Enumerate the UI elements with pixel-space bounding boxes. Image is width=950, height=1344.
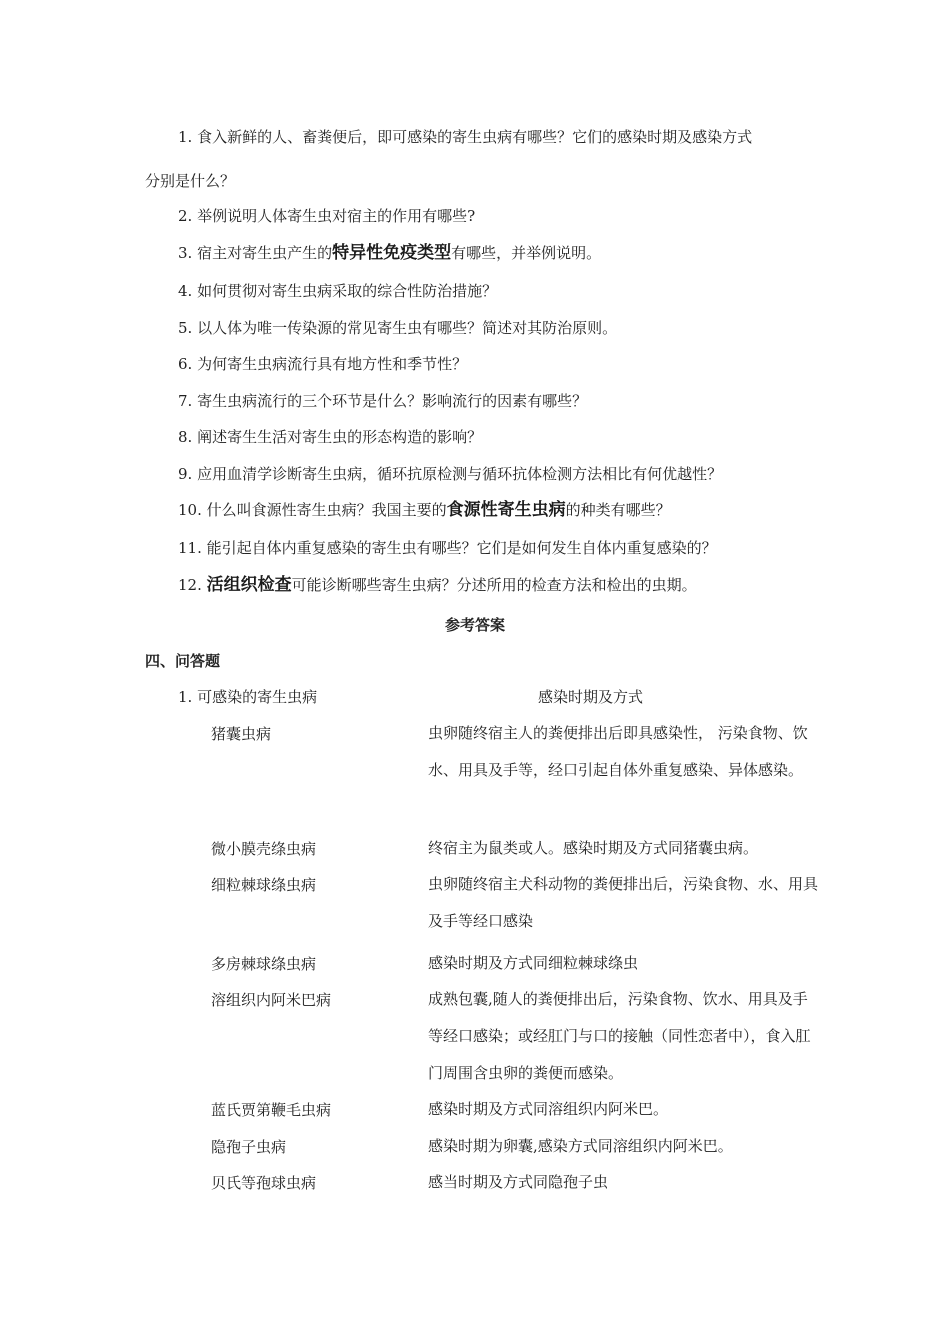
question-4 xyxy=(178,281,497,301)
question-text: 9. 应用血清学诊断寄生虫病，循环抗原检测与循环抗体检测方法相比有何优越性？ xyxy=(178,465,723,483)
answer-header-method: 感染时期及方式 xyxy=(538,688,644,706)
answer-description: 虫卵随终宿主人的粪便排出后即具感染性， 污染食物、饮水、用具及手等，经口引起自体外重复感染、异体感染。 xyxy=(428,724,808,779)
answer-description: 感染时期及方式同溶组织内阿米巴。 xyxy=(428,1100,669,1118)
question-text: 可能诊断哪些寄生虫病？分述所用的检查方法和检出的虫期。 xyxy=(291,576,697,594)
highlight-term: 活组织检查 xyxy=(206,575,292,595)
answer-description: 成熟包囊,随人的粪便排出后，污染食物、饮水、用具及手等经口感染；或经肛门与口的接触（同性恋者中），食入肛门周围含虫卵的粪便而感染。 xyxy=(428,990,811,1082)
question-text: 4. 如何贯彻对寄生虫病采取的综合性防治措施？ xyxy=(178,282,498,300)
question-text: 2. 举例说明人体寄生虫对宿主的作用有哪些? xyxy=(178,207,476,225)
question-text: 的种类有哪些？ xyxy=(565,501,671,519)
question-11 xyxy=(178,538,717,558)
answer-description: 感染时期及方式同细粒棘球绦虫 xyxy=(428,954,639,972)
question-text: 11. 能引起自体内重复感染的寄生虫有哪些？它们是如何发生自体内重复感染的？ xyxy=(178,539,717,557)
question-3 xyxy=(178,243,601,263)
answer-header-disease: 1. 可感染的寄生虫病 xyxy=(178,688,318,706)
answer-description: 感染时期为卵囊,感染方式同溶组织内阿米巴。 xyxy=(428,1137,733,1155)
question-7 xyxy=(178,391,587,411)
question-6 xyxy=(178,354,467,374)
question-text: 5. 以人体为唯一传染源的常见寄生虫有哪些？简述对其防治原则。 xyxy=(178,319,618,337)
question-text: 10. 什么叫食源性寄生虫病？我国主要的 xyxy=(178,501,447,519)
answer-disease: 隐孢子虫病 xyxy=(211,1138,287,1156)
question-text: 6. 为何寄生虫病流行具有地方性和季节性？ xyxy=(178,355,468,373)
question-text: 有哪些，并举例说明。 xyxy=(451,244,602,262)
question-1-continuation xyxy=(145,171,235,191)
question-text: 12. xyxy=(178,576,207,594)
question-text: 3. 宿主对寄生虫产生的 xyxy=(178,244,333,262)
question-9 xyxy=(178,464,722,484)
answer-description: 虫卵随终宿主犬科动物的粪便排出后，污染食物、水、用具及手等经口感染 xyxy=(428,875,819,930)
question-text: 1. 食入新鲜的人、畜粪便后，即可感染的寄生虫病有哪些？它们的感染时期及感染方式 xyxy=(178,128,753,146)
question-2 xyxy=(178,206,475,226)
answer-title: 参考答案 xyxy=(444,616,505,634)
question-5 xyxy=(178,318,617,338)
question-10 xyxy=(178,500,671,520)
answer-description: 感当时期及方式同隐孢子虫 xyxy=(428,1173,609,1191)
answer-disease: 多房棘球绦虫病 xyxy=(211,955,317,973)
answer-disease: 猪囊虫病 xyxy=(211,725,272,743)
answer-disease: 细粒棘球绦虫病 xyxy=(211,876,317,894)
highlight-term: 食源性寄生虫病 xyxy=(446,500,566,520)
question-text: 分别是什么？ xyxy=(145,172,236,190)
highlight-term: 特异性免疫类型 xyxy=(332,243,452,263)
answer-disease: 微小膜壳绦虫病 xyxy=(211,840,317,858)
answer-description: 终宿主为鼠类或人。感染时期及方式同猪囊虫病。 xyxy=(428,839,759,857)
question-1 xyxy=(178,127,752,147)
answer-disease: 贝氏等孢球虫病 xyxy=(211,1174,317,1192)
section-heading: 四、问答题 xyxy=(145,652,221,670)
question-text: 8. 阐述寄生生活对寄生虫的形态构造的影响？ xyxy=(178,428,483,446)
question-12 xyxy=(178,575,697,595)
answer-disease: 溶组织内阿米巴病 xyxy=(211,991,332,1009)
question-8 xyxy=(178,427,482,447)
answer-disease: 蓝氏贾第鞭毛虫病 xyxy=(211,1101,332,1119)
question-text: 7. 寄生虫病流行的三个环节是什么？影响流行的因素有哪些？ xyxy=(178,392,588,410)
